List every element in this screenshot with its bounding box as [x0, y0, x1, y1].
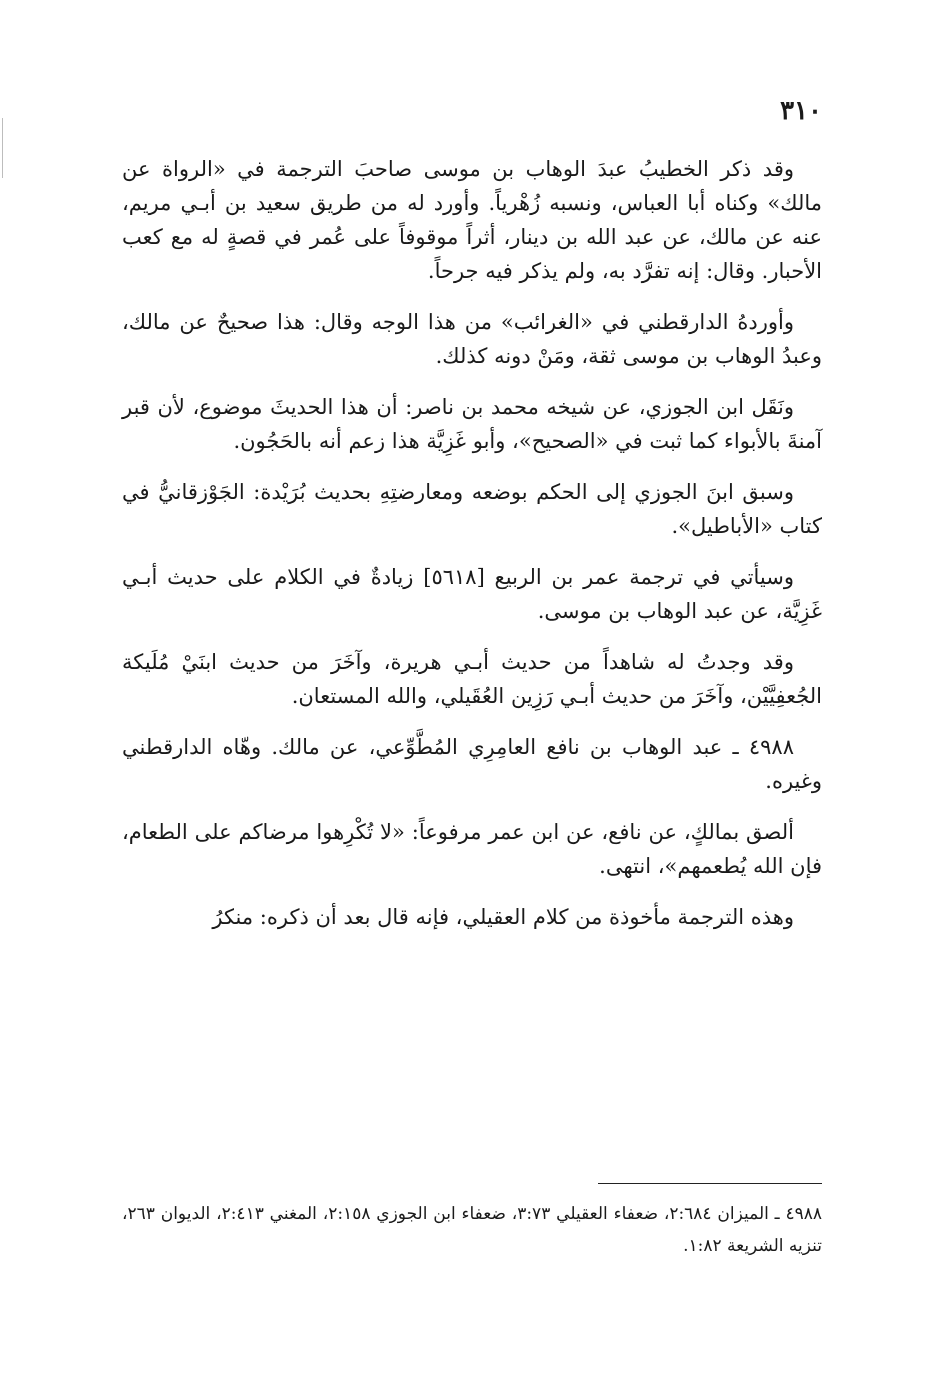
paragraph-khatib-note: وقد ذكر الخطيبُ عبدَ الوهاب بن موسى صاحبَ الترجمة في «الرواة عن مالك» وكناه أبا العباس، ونسبه زُهْرياً. وأورد له من طريق سعيد بن أبـي مريم، عنه عن مالك، عن عبد الله بن دينار، أثراً موقوفاً على عُمر في قصةٍ له مع كعب الأحبار. وقال: إنه تفرَّد به، ولم يذكر فيه جرحاً.	[122, 157, 822, 283]
entry-4988-heading: ٤٩٨٨ ـ عبد الوهاب بن نافع العامِرِي المُطَّوِّعي، عن مالك. وهّاه الدارقطني وغيره.	[122, 735, 822, 793]
main-text	[122, 152, 822, 951]
footnote-4988: ٤٩٨٨ ـ الميزان ٢:٦٨٤، ضعفاء العقيلي ٣:٧٣، ضعفاء ابن الجوزي ٢:١٥٨، المغني ٢:٤١٣، الديوان ٢٦٣، تنزيه الشريعة ١:٨٢.	[122, 1204, 822, 1256]
page-number: ٣١٠	[780, 96, 822, 126]
scan-edge-mark	[2, 118, 3, 178]
paragraph-hadith-quote: ألصق بمالكٍ، عن نافع، عن ابن عمر مرفوعاً: «لا تُكْرِهوا مرضاكم على الطعام، فإن الله يُطعمهم»، انتهى.	[122, 820, 822, 878]
footnote-separator	[598, 1183, 822, 1184]
paragraph-daraqutni-note: وأوردهُ الدارقطني في «الغرائب» من هذا الوجه وقال: هذا صحيحٌ عن مالك، وعبدُ الوهاب بن موسى ثقة، ومَنْ دونه كذلك.	[122, 310, 822, 368]
paragraph-witnesses: وقد وجدتُ له شاهداً من حديث أبـي هريرة، وآخَرَ من حديث ابنَيْ مُلَيكة الجُعفِيَّيْن، وآخَرَ من حديث أبـي رَزِين العُقَيلي، والله المستعان.	[122, 650, 822, 708]
paragraph-ibn-jawzi-note: ونَقَل ابن الجوزي، عن شيخه محمد بن ناصر: أن هذا الحديثَ موضوع، لأن قبر آمنةَ بالأبواء كما ثبت في «الصحيح»، وأبو غَزِيَّة هذا زعم أنه بالحَجُون.	[122, 395, 822, 453]
paragraph-jawzaqani-note: وسبق ابنَ الجوزي إلى الحكم بوضعه ومعارضتِهِ بحديث بُرَيْدة: الجَوْزقانيُّ في كتاب «الأباطيل».	[122, 480, 822, 538]
paragraph-uqayli-source: وهذه الترجمة مأخوذة من كلام العقيلي، فإنه قال بعد أن ذكره: منكرُ	[212, 905, 794, 929]
paragraph-cross-reference: وسيأتي في ترجمة عمر بن الربيع [٥٦١٨] زيادةٌ في الكلام على حديث أبـي غَزِيَّة، عن عبد الوهاب بن موسى.	[122, 565, 822, 623]
